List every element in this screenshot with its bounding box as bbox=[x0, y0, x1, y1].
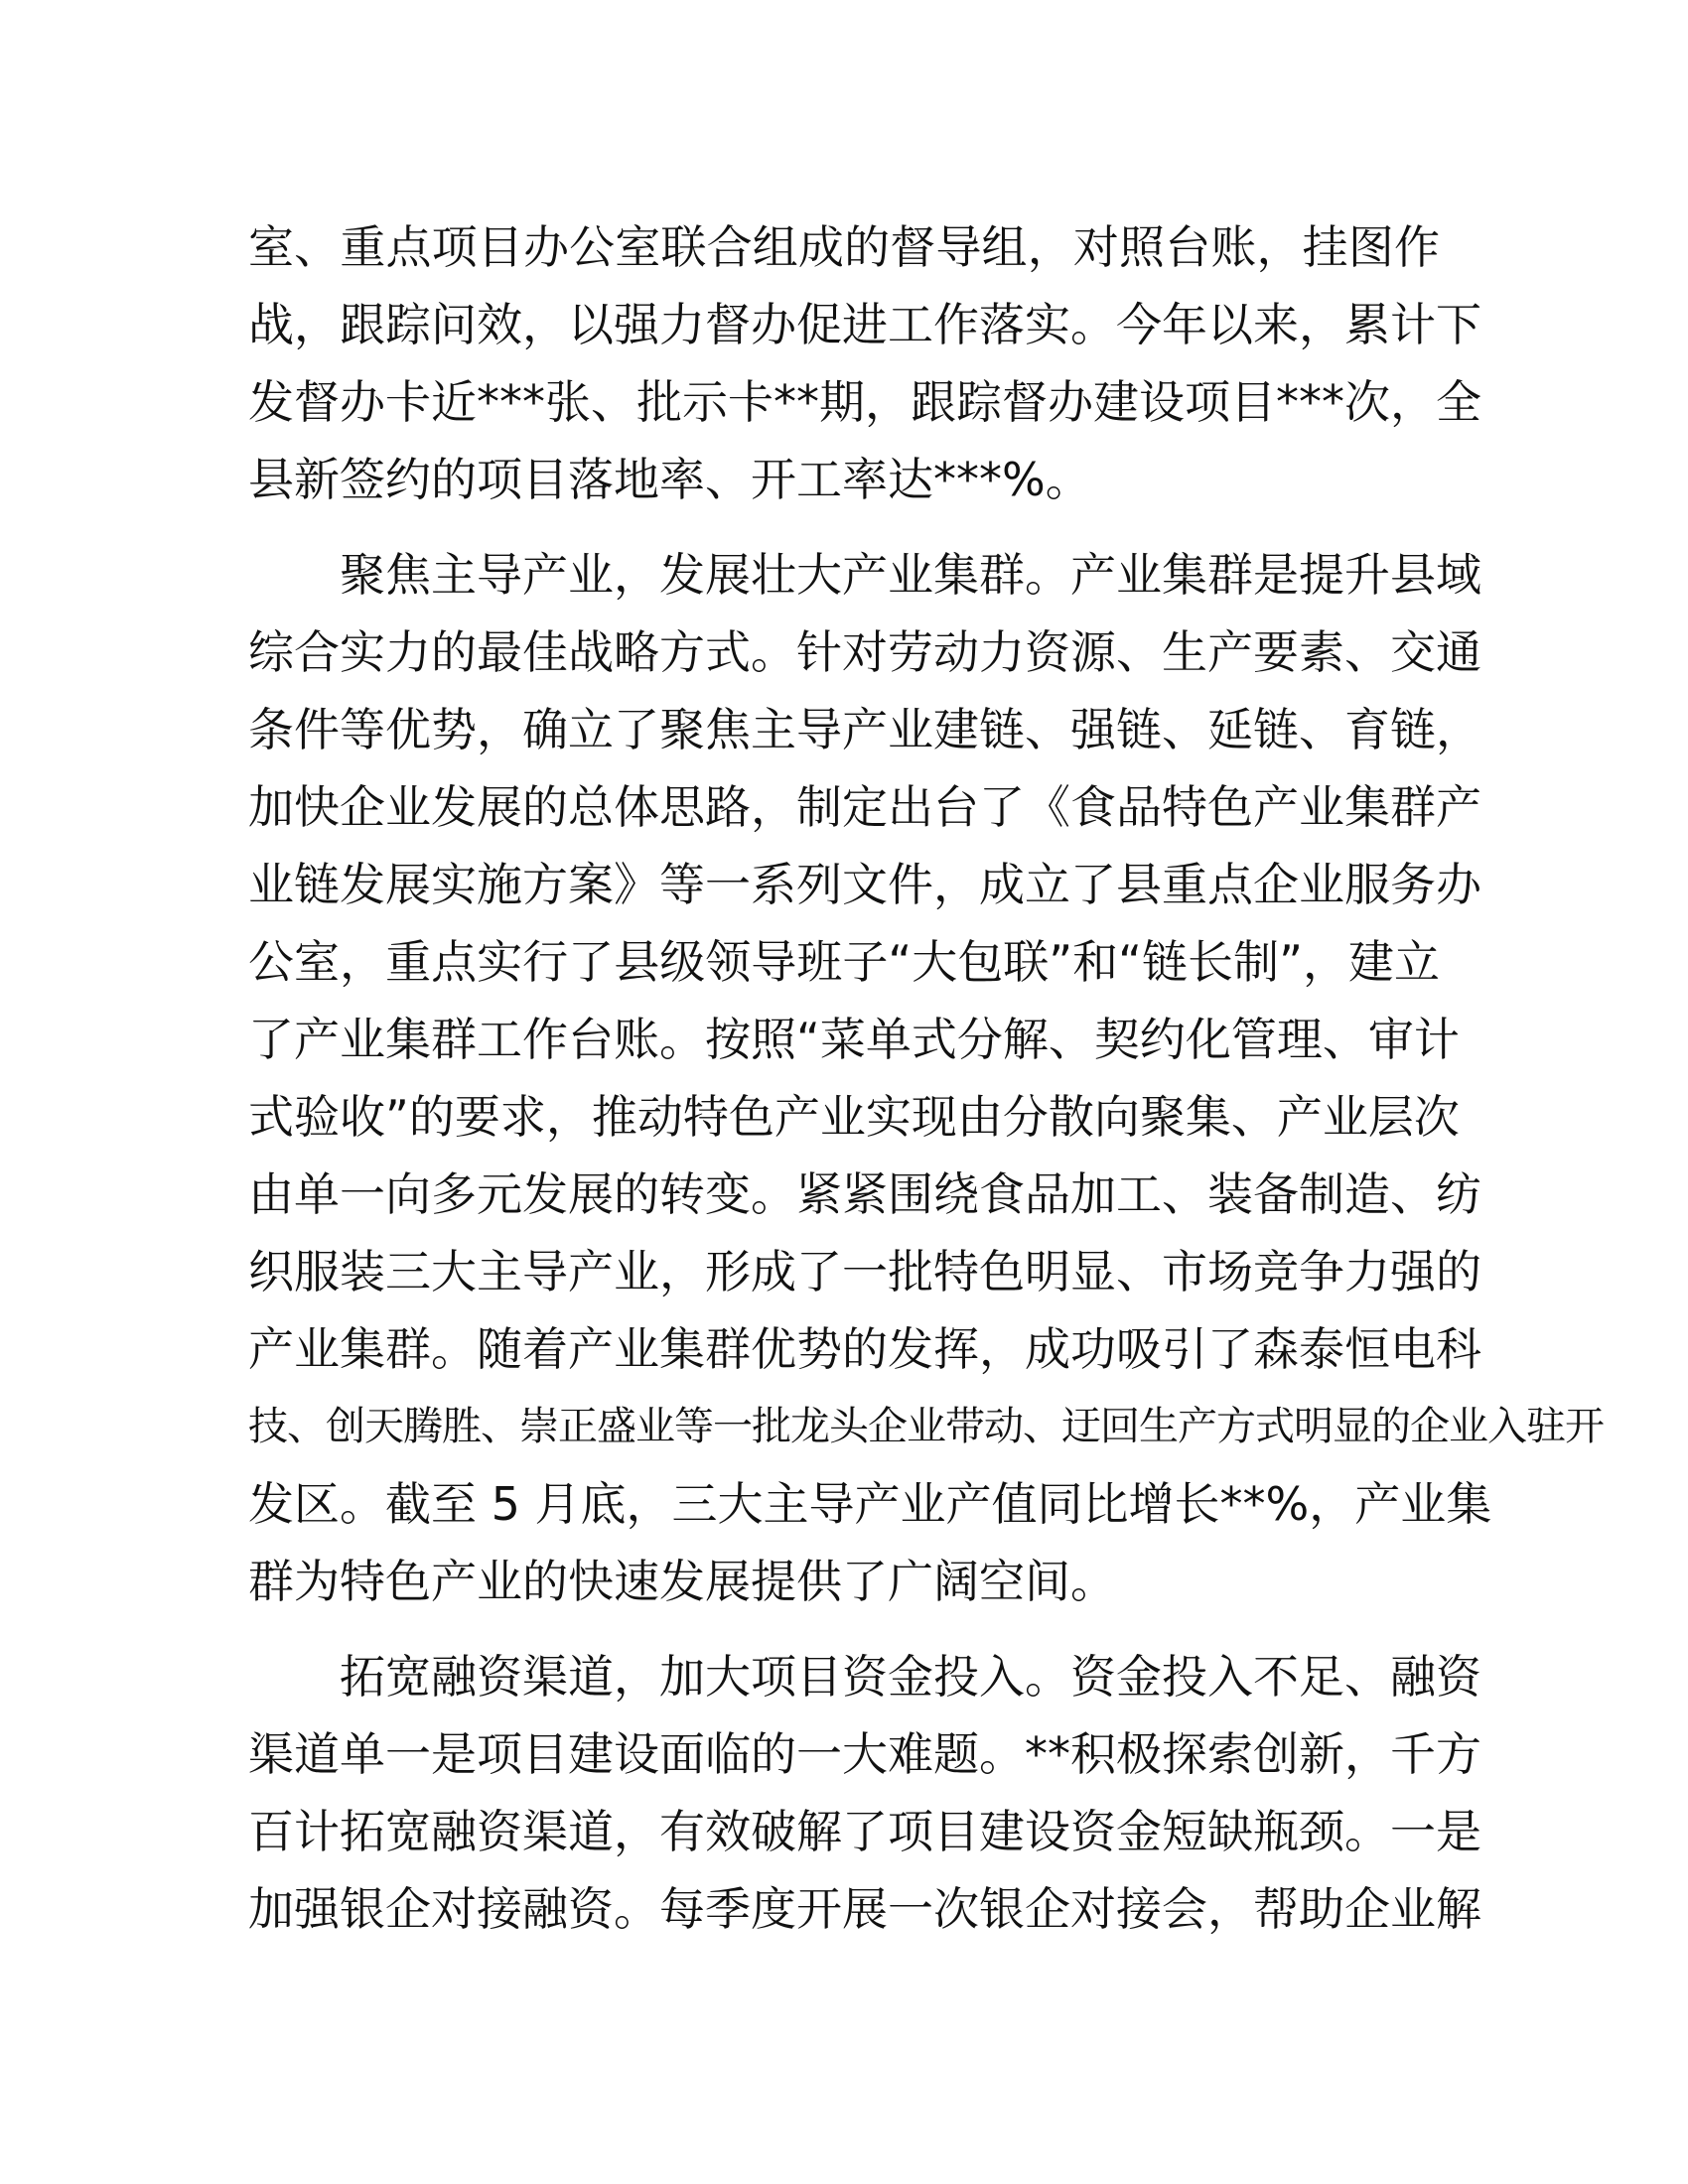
text-line: 拓宽融资渠道，加大项目资金投入。资金投入不足、融资 bbox=[340, 1650, 1481, 1704]
text-line: 了产业集群工作台账。按照“菜单式分解、契约化管理、审计 bbox=[248, 1013, 1460, 1066]
text-line: 县新签约的项目落地率、开工率达***%。 bbox=[248, 453, 1091, 506]
text-line: 发区。截至 5 月底，三大主导产业产值同比增长**%，产业集 bbox=[248, 1477, 1492, 1531]
text-line: 渠道单一是项目建设面临的一大难题。**积极探索创新，千方 bbox=[248, 1727, 1481, 1781]
text-line: 战，跟踪问效，以强力督办促进工作落实。今年以来，累计下 bbox=[248, 298, 1481, 351]
text-line: 公室，重点实行了县级领导班子“大包联”和“链长制”，建立 bbox=[248, 935, 1440, 989]
text-line: 发督办卡近***张、批示卡**期，跟踪督办建设项目***次，全 bbox=[248, 375, 1481, 429]
text-line: 条件等优势，确立了聚焦主导产业建链、强链、延链、育链， bbox=[248, 703, 1481, 756]
text-line: 式验收”的要求，推动特色产业实现由分散向聚集、产业层次 bbox=[248, 1090, 1460, 1144]
text-line: 群为特色产业的快速发展提供了广阔空间。 bbox=[248, 1555, 1116, 1608]
text-line: 加快企业发展的总体思路，制定出台了《食品特色产业集群产 bbox=[248, 780, 1481, 834]
text-line: 产业集群。随着产业集群优势的发挥，成功吸引了森泰恒电科 bbox=[248, 1322, 1481, 1376]
text-line: 织服装三大主导产业，形成了一批特色明显、市场竞争力强的 bbox=[248, 1245, 1481, 1298]
text-line: 聚焦主导产业，发展壮大产业集群。产业集群是提升县域 bbox=[340, 548, 1481, 602]
text-line: 业链发展实施方案》等一系列文件，成立了县重点企业服务办 bbox=[248, 858, 1481, 911]
text-line: 技、创天腾胜、崇正盛业等一批龙头企业带动、迂回生产方式明显的企业入驻开 bbox=[248, 1404, 1604, 1449]
text-line: 综合实力的最佳战略方式。针对劳动力资源、生产要素、交通 bbox=[248, 625, 1481, 679]
text-line: 由单一向多元发展的转变。紧紧围绕食品加工、装备制造、纺 bbox=[248, 1167, 1481, 1221]
text-line: 加强银企对接融资。每季度开展一次银企对接会，帮助企业解 bbox=[248, 1882, 1481, 1936]
text-line: 百计拓宽融资渠道，有效破解了项目建设资金短缺瓶颈。一是 bbox=[248, 1805, 1481, 1858]
text-line: 室、重点项目办公室联合组成的督导组，对照台账，挂图作 bbox=[248, 220, 1440, 274]
